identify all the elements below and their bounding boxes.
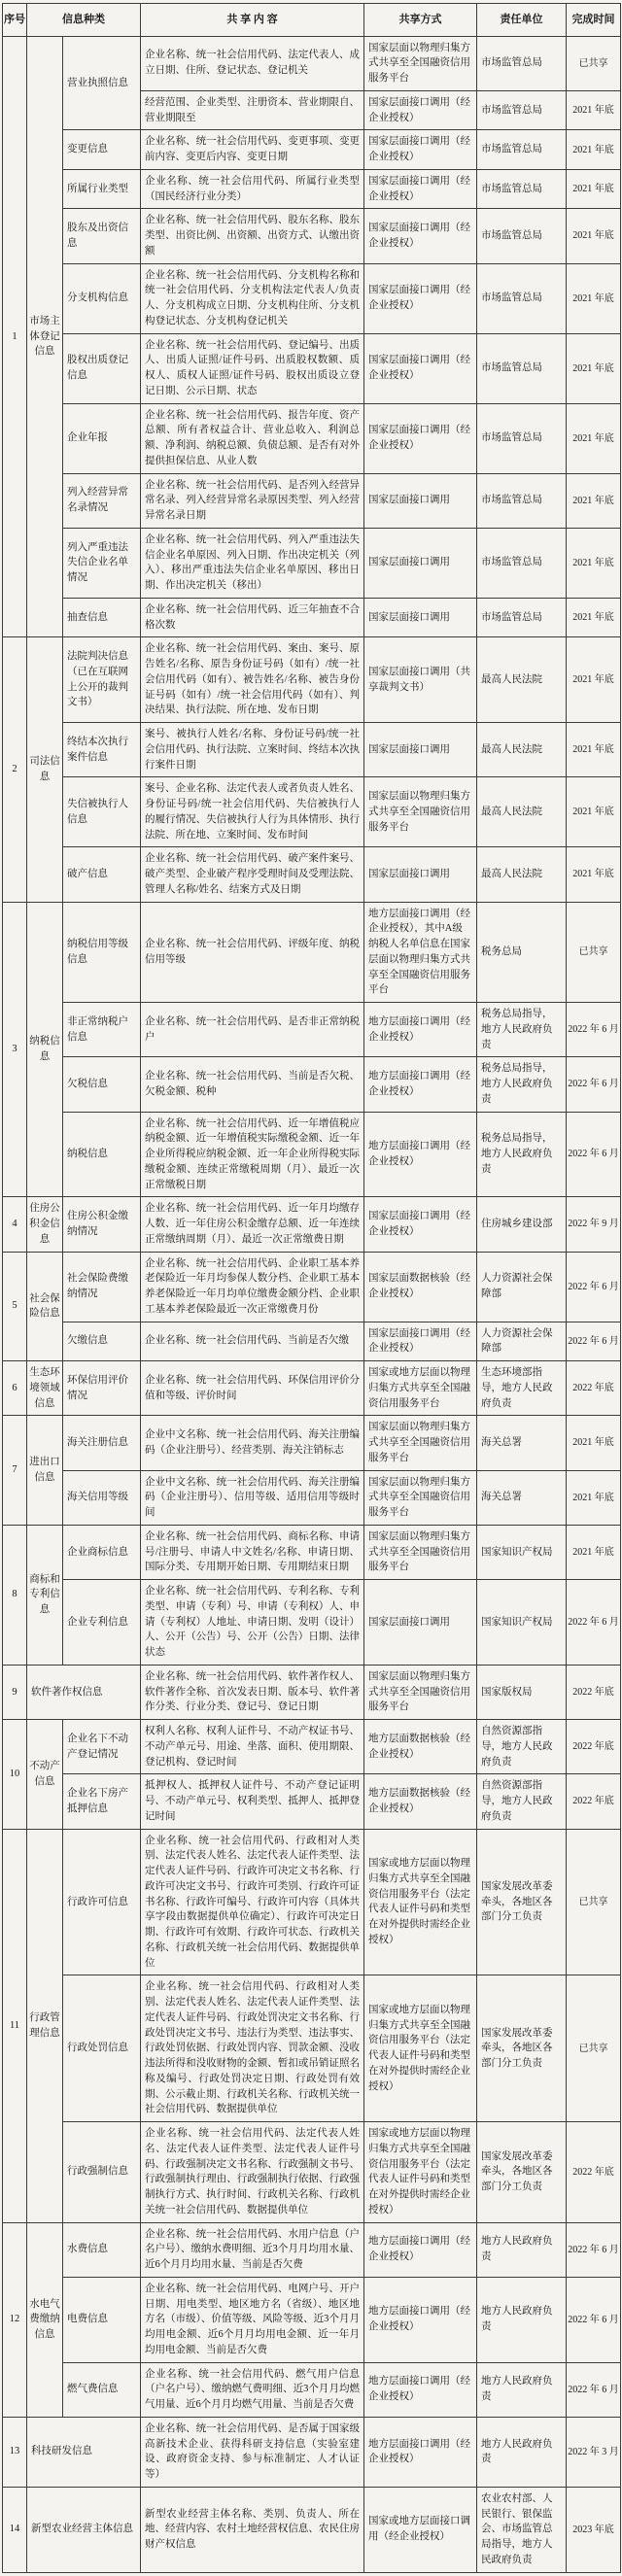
time-cell: 2021 年底 <box>567 90 621 130</box>
table-row <box>3 1361 621 1416</box>
content-cell: 企业名称、统一社会信用代码、分支机构名称和统一社会信用代码、分支机构法定代表人/负责人、分支机构成立日期、分支机构住所、分支机构登记状态、分支机构登记机关 <box>141 263 364 333</box>
method-cell: 地方层面接口调用（经企业授权），其中A级纳税人名单信息在国家层面以物理归集方式共享至全国融资信用服务平台 <box>364 902 477 1003</box>
group-name-cell: 社会保险信息 <box>27 1252 63 1361</box>
group-name-cell: 司法信息 <box>27 637 63 902</box>
unit-cell: 市场监管总局 <box>477 403 567 473</box>
time-cell: 2022 年底 <box>567 1665 621 1719</box>
content-cell: 企业名称、统一社会信用代码、环保信用评价分值和等级、评价时间 <box>141 1361 364 1416</box>
unit-cell: 最高人民法院 <box>477 637 567 723</box>
unit-cell: 最高人民法院 <box>477 777 567 847</box>
seq-cell: 12 <box>3 2222 27 2417</box>
method-cell: 国家层面接口调用 <box>364 847 477 902</box>
method-cell: 国家层面接口调用（经企业授权） <box>364 403 477 473</box>
content-cell: 企业名称、统一社会信用代码、股东名称、股东类型、出资比例、出资额、出资方式、认缴出资额 <box>141 209 364 263</box>
method-cell: 地方层面接口调用（经企业授权） <box>364 2222 477 2277</box>
seq-cell: 14 <box>3 2487 27 2572</box>
table-row <box>3 1112 621 1197</box>
seq-cell: 1 <box>3 36 27 637</box>
time-cell: 2021 年底 <box>567 723 621 777</box>
seq-cell: 7 <box>3 1416 27 1526</box>
content-cell: 企业名称、统一社会信用代码、企业职工基本养老保险近一年月均参保人数分档、企业职工基本养老保险近一年月均单位缴费金额分档、企业职工基本养老保险最近一次正常缴费月份 <box>141 1252 364 1322</box>
content-cell: 企业中文名称、统一社会信用代码、海关注册编码（企业注册号）、经营类别、海关注销标志 <box>141 1416 364 1470</box>
method-cell: 国家层面以物理归集方式共享至全国融资信用服务平台 <box>364 1416 477 1470</box>
seq-cell: 9 <box>3 1665 27 1719</box>
unit-cell: 地方人民政府负责 <box>477 2362 567 2417</box>
method-cell: 国家层面接口调用（经企业授权） <box>364 209 477 263</box>
content-cell: 企业名称、统一社会信用代码、案由、案号、原告姓名/名称、原告身份证号码（如有）/统一社会信用代码（如有）、被告姓名/名称、被告身份证号码（如有）/统一社会信用代码（如有）、判决结果、执行法院、所在地、发布日期 <box>141 637 364 723</box>
content-cell: 企业名称、统一社会信用代码、破产案件案号、破产类型、企业破产程序受理时间及受理法院、管理人名称/姓名、结案方式及日期 <box>141 847 364 902</box>
credit-info-sharing-table <box>2 3 621 2573</box>
content-cell: 企业名称、统一社会信用代码、近一年月均缴存人数、近一年住房公积金缴存总额、近一年连续正常缴纳周期（月）、最近一次正常缴费日期 <box>141 1197 364 1252</box>
table-row <box>3 2122 621 2223</box>
method-cell: 国家层面以物理归集方式共享至全国融资信用服务平台 <box>364 1470 477 1525</box>
group-name-cell: 生态环境领域信息 <box>27 1361 63 1416</box>
method-cell: 国家层面以物理归集方式共享至全国融资信用服务平台 <box>364 1525 477 1579</box>
method-cell: 国家层面接口调用（经企业授权） <box>364 169 477 209</box>
method-cell: 国家层面以物理归集方式共享至全国融资信用服务平台 <box>364 36 477 90</box>
method-cell: 国家层面接口调用（经企业授权） <box>364 333 477 403</box>
unit-cell: 人力资源社会保障部 <box>477 1252 567 1322</box>
unit-cell: 农业农村部、人民银行、银保监会、市场监管总局指导，地方人民政府负责 <box>477 2487 567 2572</box>
method-cell: 国家层面接口调用 <box>364 528 477 598</box>
content-cell: 企业名称、统一社会信用代码、商标名称、申请号/注册号、申请人中文姓名/名称、申请日期、国际分类、专用期开始日期、专用期结束日期 <box>141 1525 364 1579</box>
info-type-cell: 海关信用等级 <box>63 1470 141 1525</box>
info-type-cell: 企业商标信息 <box>63 1525 141 1579</box>
unit-cell: 住房城乡建设部 <box>477 1197 567 1252</box>
content-cell: 抵押权人、抵押权人证件号、不动产登记证明号、不动产单元号、权利类型、抵押人、抵押登记时间 <box>141 1774 364 1829</box>
info-type-cell: 股权出质登记信息 <box>63 333 141 403</box>
time-cell: 2022 年 6 月 <box>567 2277 621 2362</box>
time-cell: 已共享 <box>567 1829 621 1975</box>
table-row <box>3 2277 621 2362</box>
group-name-cell: 科技研发信息 <box>27 2417 141 2487</box>
method-cell: 国家层面接口调用（经企业授权） <box>364 90 477 130</box>
time-cell: 2022 年 6 月 <box>567 1112 621 1197</box>
seq-cell: 6 <box>3 1361 27 1416</box>
method-cell: 国家层面接口调用 <box>364 723 477 777</box>
unit-cell: 国家发展改革委牵头，各地区各部门分工负责 <box>477 1829 567 1975</box>
table-row <box>3 209 621 263</box>
table-row <box>3 333 621 403</box>
seq-cell: 3 <box>3 902 27 1197</box>
table-row <box>3 2417 621 2487</box>
table-row <box>3 598 621 637</box>
content-cell: 企业名称、统一社会信用代码、行政相对人类别、法定代表人姓名、法定代表人证件类型、法定代表人证件号码、行政处罚决定文书名称、行政处罚决定文书号、违法行为类型、违法事实、行政处罚依据、行政处罚内容、罚款金额、没收违法所得和没收财物的金额、暂扣或吊销证照名称及编号、行政处罚决定日期、行政处罚有效期、公示截止期、行政机关名称、行政机关统一社会信用代码、数据提供单位 <box>141 1975 364 2122</box>
unit-cell: 市场监管总局 <box>477 333 567 403</box>
table-row <box>3 528 621 598</box>
content-cell: 企业名称、统一社会信用代码、报告年度、资产总额、所有者权益合计、营业总收入、利润总额、净利润、纳税总额、负债总额、是否有对外提供担保信息、从业人数 <box>141 403 364 473</box>
time-cell: 2022 年 6 月 <box>567 1322 621 1361</box>
group-name-cell: 住房公积金信息 <box>27 1197 63 1252</box>
unit-cell: 地方人民政府负责 <box>477 2222 567 2277</box>
unit-cell: 市场监管总局 <box>477 36 567 90</box>
method-cell: 国家或地方层面接口调用（经企业授权） <box>364 2487 477 2572</box>
unit-cell: 市场监管总局 <box>477 598 567 637</box>
time-cell: 已共享 <box>567 36 621 90</box>
table-row <box>3 1197 621 1252</box>
table-row <box>3 263 621 333</box>
time-cell: 2022 年 6 月 <box>567 1003 621 1057</box>
time-cell: 2021 年底 <box>567 847 621 902</box>
table-row <box>3 2222 621 2277</box>
method-cell: 地方层面数据核验（经企业授权） <box>364 1774 477 1829</box>
method-cell: 地方层面接口调用（经企业授权） <box>364 2277 477 2362</box>
info-type-cell: 企业名下不动产登记情况 <box>63 1720 141 1774</box>
group-name-cell: 行政管理信息 <box>27 1829 63 2222</box>
method-cell: 国家或地方层面以物理归集方式共享至全国融资信用服务平台 <box>364 1361 477 1416</box>
unit-cell: 地方人民政府负责 <box>477 2417 567 2487</box>
info-type-cell: 非正常纳税户信息 <box>63 1003 141 1057</box>
info-type-cell: 变更信息 <box>63 130 141 170</box>
time-cell: 2021 年底 <box>567 637 621 723</box>
method-cell: 国家层面接口调用 <box>364 473 477 528</box>
content-cell: 权利人名称、权利人证件号、不动产权证书号、不动产单元号、用途、坐落、面积、使用期限、登记机构、登记时间 <box>141 1720 364 1774</box>
time-cell: 已共享 <box>567 1975 621 2122</box>
unit-cell: 税务总局指导，地方人民政府负责 <box>477 1057 567 1112</box>
content-cell: 企业名称、统一社会信用代码、法定代表人、成立日期、住所、登记状态、登记机关 <box>141 36 364 90</box>
table-row <box>3 1720 621 1774</box>
unit-cell: 国家知识产权局 <box>477 1580 567 1666</box>
group-name-cell: 进出口信息 <box>27 1416 63 1526</box>
seq-cell: 5 <box>3 1252 27 1361</box>
info-type-cell: 海关注册信息 <box>63 1416 141 1470</box>
content-cell: 企业名称、统一社会信用代码、当前是否欠税、欠税金额、税种 <box>141 1057 364 1112</box>
unit-cell: 海关总署 <box>477 1416 567 1470</box>
time-cell: 2021 年底 <box>567 598 621 637</box>
group-name-cell: 水电气费缴纳信息 <box>27 2222 63 2417</box>
method-cell: 国家层面接口调用（共享裁判文书） <box>364 637 477 723</box>
time-cell: 2021 年底 <box>567 528 621 598</box>
table-row <box>3 902 621 1003</box>
seq-cell: 13 <box>3 2417 27 2487</box>
table-row <box>3 2487 621 2572</box>
seq-cell: 2 <box>3 637 27 902</box>
unit-cell: 国家发展改革委牵头，各地区各部门分工负责 <box>477 1975 567 2122</box>
method-cell: 国家层面接口调用 <box>364 1580 477 1666</box>
unit-cell: 市场监管总局 <box>477 473 567 528</box>
unit-cell: 国家发展改革委牵头，各地区各部门分工负责 <box>477 2122 567 2223</box>
method-cell: 国家层面接口调用（经企业授权） <box>364 1197 477 1252</box>
content-cell: 企业名称、统一社会信用代码、登记编号、出质人、出质人证照/证件号码、出质股权数额、质权人、质权人证照/证件号码、股权出质设立登记日期、公示日期、状态 <box>141 333 364 403</box>
time-cell: 2022 年 9 月 <box>567 1197 621 1252</box>
time-cell: 已共享 <box>567 902 621 1003</box>
time-cell: 2022 年 6 月 <box>567 1252 621 1322</box>
time-cell: 2022 年底 <box>567 1774 621 1829</box>
unit-cell: 税务总局指导，地方人民政府负责 <box>477 1112 567 1197</box>
content-cell: 企业中文名称、统一社会信用代码、海关注册编码（企业注册号）、信用等级、适用信用等级时间 <box>141 1470 364 1525</box>
content-cell: 企业名称、统一社会信用代码、软件著作权人、软件著作全称、首次发表日期、版本号、软件著作分类、行业分类、登记号、登记日期 <box>141 1665 364 1719</box>
info-type-cell: 破产信息 <box>63 847 141 902</box>
unit-cell: 市场监管总局 <box>477 130 567 170</box>
time-cell: 2022 年底 <box>567 1361 621 1416</box>
time-cell: 2021 年底 <box>567 403 621 473</box>
method-cell: 国家或地方层面以物理归集方式共享至全国融资信用服务平台（法定代表人证件号码和类型在对外提供时需经企业授权） <box>364 2122 477 2223</box>
content-cell: 企业名称、统一社会信用代码、燃气用户信息（户名户号）、缴纳燃气费明细、近3个月月均燃气用量、近6个月月均燃气用量、当前是否欠费 <box>141 2362 364 2417</box>
unit-cell: 市场监管总局 <box>477 209 567 263</box>
info-type-cell: 环保信用评价情况 <box>63 1361 141 1416</box>
content-cell: 案号、企业名称、法定代表人或者负责人姓名、身份证号码/统一社会信用代码、失信被执行人的履行情况、失信被执行人行为具体情形、执行法院、所在地、立案时间、发布时间 <box>141 777 364 847</box>
info-type-cell: 水费信息 <box>63 2222 141 2277</box>
info-type-cell: 所属行业类型 <box>63 169 141 209</box>
content-cell: 企业名称、统一社会信用代码、法定代表人姓名、法定代表人证件类型、法定代表人证件号码、行政强制决定文书名称、行政强制文书号、行政强制执行理由、行政强制执行依据、行政强制执行方式、执行时间、行政机关名称、行政机关统一社会信用代码、数据提供单位 <box>141 2122 364 2223</box>
unit-cell: 税务总局 <box>477 902 567 1003</box>
info-type-cell: 行政强制信息 <box>63 2122 141 2223</box>
group-name-cell: 商标和专利信息 <box>27 1525 63 1665</box>
content-cell: 企业名称、统一社会信用代码、是否非正常纳税户 <box>141 1003 364 1057</box>
time-cell: 2022 年底 <box>567 2122 621 2223</box>
table-row <box>3 1470 621 1525</box>
time-cell: 2022 年 6 月 <box>567 2362 621 2417</box>
time-cell: 2022 年 6 月 <box>567 2222 621 2277</box>
method-cell: 国家层面数据核验（经企业授权） <box>364 1252 477 1322</box>
header-time: 完成时间 <box>567 4 621 37</box>
table-row <box>3 169 621 209</box>
method-cell: 地方层面接口调用（经企业授权） <box>364 1003 477 1057</box>
info-type-cell: 欠税信息 <box>63 1057 141 1112</box>
info-type-cell: 纳税信息 <box>63 1112 141 1197</box>
content-cell: 企业名称、统一社会信用代码、是否列入经营异常名录、列入经营异常名录原因类型、列入经营异常名录日期 <box>141 473 364 528</box>
content-cell: 经营范围、企业类型、注册资本、营业期限自、营业期限至 <box>141 90 364 130</box>
table-row <box>3 847 621 902</box>
info-type-cell: 欠缴信息 <box>63 1322 141 1361</box>
info-type-cell: 营业执照信息 <box>63 36 141 130</box>
seq-cell: 4 <box>3 1197 27 1252</box>
content-cell: 企业名称、统一社会信用代码、行政相对人类别、法定代表人姓名、法定代表人证件类型、法定代表人证件号码、行政许可决定文书名称、行政许可决定文书号、行政许可类别、行政许可证书名称、行政许可编号、行政许可内容（具体共享字段由数据提供单位确定）、行政许可决定日期、行政许可有效期、行政许可状态、行政机关名称、行政机关统一社会信用代码、数据提供单位 <box>141 1829 364 1975</box>
method-cell: 地方层面接口调用（经企业授权） <box>364 1112 477 1197</box>
info-type-cell: 法院判决信息（已在互联网上公开的裁判文书） <box>63 637 141 723</box>
method-cell: 国家层面以物理归集方式共享至全国融资信用服务平台 <box>364 777 477 847</box>
table-row <box>3 1003 621 1057</box>
header-seq: 序号 <box>3 4 27 37</box>
info-type-cell: 行政处罚信息 <box>63 1975 141 2122</box>
method-cell: 国家层面以物理归集方式共享至全国融资信用服务平台 <box>364 1665 477 1719</box>
info-type-cell: 抽查信息 <box>63 598 141 637</box>
unit-cell: 海关总署 <box>477 1470 567 1525</box>
table-row <box>3 130 621 170</box>
group-name-cell: 软件著作权信息 <box>27 1665 141 1719</box>
group-name-cell: 纳税信息 <box>27 902 63 1197</box>
method-cell: 地方层面接口调用（经企业授权） <box>364 2417 477 2487</box>
info-type-cell: 电费信息 <box>63 2277 141 2362</box>
table-row <box>3 36 621 90</box>
info-type-cell: 行政许可信息 <box>63 1829 141 1975</box>
unit-cell: 市场监管总局 <box>477 528 567 598</box>
unit-cell: 自然资源部指导，地方人民政府负责 <box>477 1720 567 1774</box>
time-cell: 2021 年底 <box>567 473 621 528</box>
method-cell: 地方层面接口调用（经企业授权） <box>364 2362 477 2417</box>
time-cell: 2021 年底 <box>567 130 621 170</box>
table-row <box>3 403 621 473</box>
table-row <box>3 2362 621 2417</box>
table-row <box>3 637 621 723</box>
table-row <box>3 1829 621 1975</box>
seq-cell: 8 <box>3 1525 27 1665</box>
header-content: 共 享 内 容 <box>141 4 364 37</box>
info-type-cell: 终结本次执行案件信息 <box>63 723 141 777</box>
info-type-cell: 列入严重违法失信企业名单情况 <box>63 528 141 598</box>
time-cell: 2023 年底 <box>567 2487 621 2572</box>
table-row <box>3 1252 621 1322</box>
unit-cell: 最高人民法院 <box>477 847 567 902</box>
time-cell: 2021 年底 <box>567 1525 621 1579</box>
content-cell: 案号、被执行人姓名/名称、身份证号码/统一社会信用代码、执行法院、立案时间、终结本次执行案件日期 <box>141 723 364 777</box>
table-row <box>3 1322 621 1361</box>
seq-cell: 10 <box>3 1720 27 1830</box>
content-cell: 企业名称、统一社会信用代码、电网户号、开户日期、用电类型、地区地方名（省级）、地区地方名（市级）、价值等级、风险等级、近3个月月均用电金额、近6个月月均用电金额、近一年月均用电金额、当前是否欠费 <box>141 2277 364 2362</box>
unit-cell: 自然资源部指导，地方人民政府负责 <box>477 1774 567 1829</box>
info-type-cell: 燃气费信息 <box>63 2362 141 2417</box>
info-type-cell: 失信被执行人信息 <box>63 777 141 847</box>
seq-cell: 11 <box>3 1829 27 2222</box>
time-cell: 2021 年底 <box>567 169 621 209</box>
content-cell: 企业名称、统一社会信用代码、近三年抽查不合格次数 <box>141 598 364 637</box>
unit-cell: 国家知识产权局 <box>477 1525 567 1579</box>
content-cell: 企业名称、统一社会信用代码、评级年度、纳税信用等级 <box>141 902 364 1003</box>
time-cell: 2022 年 3 月 <box>567 2417 621 2487</box>
unit-cell: 国家版权局 <box>477 1665 567 1719</box>
content-cell: 企业名称、统一社会信用代码、是否属于国家级高新技术企业、获得科研支持信息（实验室建设、政府资金支持、参与标准制定、人才认证等） <box>141 2417 364 2487</box>
info-type-cell: 社会保险费缴纳情况 <box>63 1252 141 1322</box>
content-cell: 企业名称、统一社会信用代码、当前是否欠缴 <box>141 1322 364 1361</box>
unit-cell: 市场监管总局 <box>477 263 567 333</box>
unit-cell: 市场监管总局 <box>477 169 567 209</box>
content-cell: 企业名称、统一社会信用代码、所属行业类型（国民经济行业分类） <box>141 169 364 209</box>
info-type-cell: 住房公积金缴纳情况 <box>63 1197 141 1252</box>
info-type-cell: 企业名下房产抵押信息 <box>63 1774 141 1829</box>
content-cell: 新型农业经营主体名称、类别、负责人、所在地、经营内容、农村土地经营权信息、农民住房财产权信息 <box>141 2487 364 2572</box>
table-row <box>3 1580 621 1666</box>
method-cell: 地方层面数据核验（经企业授权） <box>364 1720 477 1774</box>
info-type-cell: 股东及出资信息 <box>63 209 141 263</box>
table-row <box>3 473 621 528</box>
content-cell: 企业名称、统一社会信用代码、变更事项、变更前内容、变更后内容、变更日期 <box>141 130 364 170</box>
time-cell: 2021 年底 <box>567 263 621 333</box>
unit-cell: 地方人民政府负责 <box>477 2277 567 2362</box>
content-cell: 企业名称、统一社会信用代码、列入严重违法失信企业名单原因、列入日期、作出决定机关（列入）、移出严重违法失信企业名单原因、移出日期、作出决定机关（移出） <box>141 528 364 598</box>
unit-cell: 市场监管总局 <box>477 90 567 130</box>
time-cell: 2021 年底 <box>567 1470 621 1525</box>
table-row <box>3 1774 621 1829</box>
header-info-type: 信息种类 <box>27 4 141 37</box>
header-unit: 责任单位 <box>477 4 567 37</box>
unit-cell: 生态环境部指导，地方人民政府负责 <box>477 1361 567 1416</box>
method-cell: 国家层面接口调用 <box>364 598 477 637</box>
method-cell: 国家或地方层面以物理归集方式共享至全国融资信用服务平台（法定代表人证件号码和类型在对外提供时需经企业授权） <box>364 1975 477 2122</box>
time-cell: 2022 年 6 月 <box>567 1580 621 1666</box>
method-cell: 国家层面接口调用（经企业授权） <box>364 1322 477 1361</box>
method-cell: 国家或地方层面以物理归集方式共享至全国融资信用服务平台（法定代表人证件号码和类型在对外提供时需经企业授权） <box>364 1829 477 1975</box>
method-cell: 国家层面接口调用（经企业授权） <box>364 263 477 333</box>
header-method: 共享方式 <box>364 4 477 37</box>
info-type-cell: 企业专利信息 <box>63 1580 141 1666</box>
content-cell: 企业名称、统一社会信用代码、专利名称、专利类型、申请（专利）号、申请（专利权）人、申请（专利权）人地址、申请日期、发明（设计）人、公开（公告）号、公开（公告）日期、法律状态 <box>141 1580 364 1666</box>
unit-cell: 人力资源社会保障部 <box>477 1322 567 1361</box>
time-cell: 2021 年底 <box>567 777 621 847</box>
group-name-cell: 市场主体登记信息 <box>27 36 63 637</box>
unit-cell: 税务总局指导，地方人民政府负责 <box>477 1003 567 1057</box>
time-cell: 2021 年底 <box>567 1416 621 1470</box>
content-cell: 企业名称、统一社会信用代码、水用户信息（户名户号）、缴纳水费明细、近3个月月均用水量、近6个月月均用水量、当前是否欠费 <box>141 2222 364 2277</box>
info-type-cell: 列入经营异常名录情况 <box>63 473 141 528</box>
group-name-cell: 新型农业经营主体信息 <box>27 2487 141 2572</box>
time-cell: 2022 年底 <box>567 1720 621 1774</box>
table-row <box>3 723 621 777</box>
table-header-row <box>3 4 621 37</box>
table-row <box>3 1057 621 1112</box>
method-cell: 国家层面接口调用（经企业授权） <box>364 130 477 170</box>
info-type-cell: 分支机构信息 <box>63 263 141 333</box>
group-name-cell: 不动产信息 <box>27 1720 63 1830</box>
content-cell: 企业名称、统一社会信用代码、近一年增值税应纳税金额、近一年增值税实际缴税金额、近一年企业所得税应纳税金额、近一年企业所得税实际缴税金额、连续正常缴税周期（月）、最近一次正常缴税日期 <box>141 1112 364 1197</box>
time-cell: 2021 年底 <box>567 209 621 263</box>
unit-cell: 最高人民法院 <box>477 723 567 777</box>
method-cell: 地方层面接口调用（经企业授权） <box>364 1057 477 1112</box>
info-type-cell: 纳税信用等级信息 <box>63 902 141 1003</box>
table-row <box>3 777 621 847</box>
table-row <box>3 1416 621 1470</box>
time-cell: 2022 年 6 月 <box>567 1057 621 1112</box>
info-type-cell: 企业年报 <box>63 403 141 473</box>
table-row <box>3 1975 621 2122</box>
table-row <box>3 1525 621 1579</box>
time-cell: 2021 年底 <box>567 333 621 403</box>
table-row <box>3 1665 621 1719</box>
